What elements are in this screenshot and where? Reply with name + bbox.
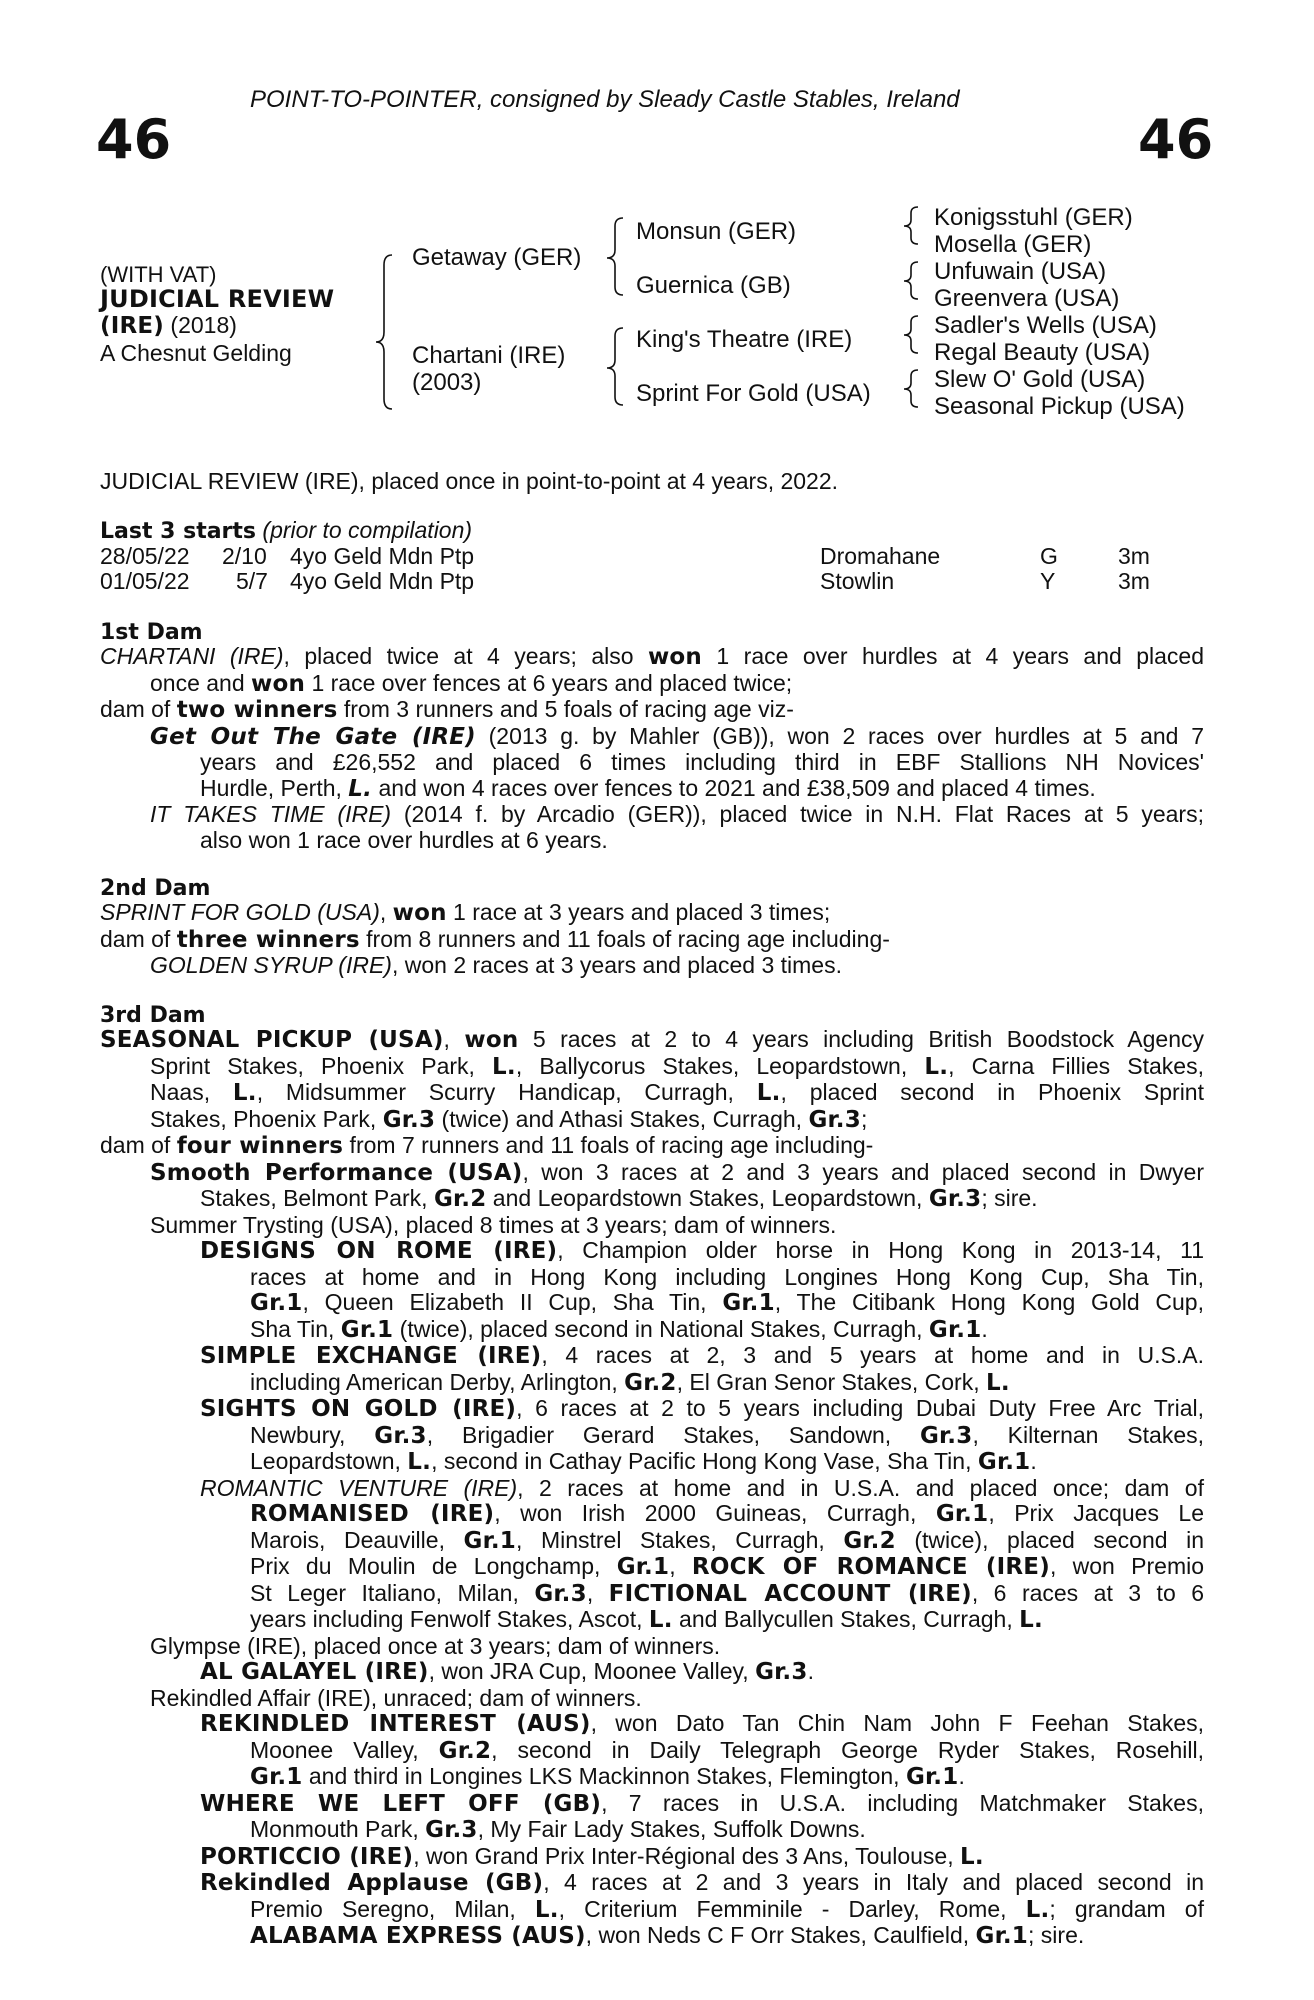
start-course: Dromahane — [820, 543, 941, 569]
dam3-line: SEASONAL PICKUP (USA), won 5 races at 2 to 4 years including British Boodstock Agency — [100, 1026, 1205, 1053]
start-distance: 3m — [1118, 543, 1150, 569]
dam1-line: years and £26,552 and placed 6 times including third in EBF Stallions NH Novices' — [200, 749, 1204, 775]
dam3-line: Marois, Deauville, Gr.1, Minstrel Stakes, Curragh, Gr.2 (twice), placed second in — [250, 1526, 1204, 1554]
dam3-line: Glympse (IRE), placed once at 3 years; dam of winners. — [150, 1632, 721, 1659]
dam3-line: Summer Trysting (USA), placed 8 times at 3 years; dam of winners. — [150, 1211, 837, 1238]
start-race: 4yo Geld Mdn Ptp — [290, 568, 475, 594]
dam3-line: ALABAMA EXPRESS (AUS), won Neds C F Orr Stakes, Caulfield, Gr.1; sire. — [250, 1922, 1085, 1949]
dam3-text — [100, 1027, 1204, 1950]
start-course: Stowlin — [820, 568, 895, 594]
brace-sire — [607, 218, 623, 295]
lot-number-right: 46 — [1138, 108, 1214, 171]
dam1-line: CHARTANI (IRE), placed twice at 4 years; also won 1 race over hurdles at 4 years and placed — [100, 643, 1204, 670]
dam3-line: Rekindled Applause (GB), 4 races at 2 and 3 years in Italy and placed second in — [200, 1869, 1204, 1896]
pedigree-great-7: Slew O' Gold (USA) — [934, 366, 1146, 393]
start-going: G — [1040, 543, 1058, 569]
dam3-line: St Leger Italiano, Milan, Gr.3, FICTIONAL ACCOUNT (IRE), 6 races at 3 to 6 — [250, 1579, 1204, 1607]
dam3-line: PORTICCIO (IRE), won Grand Prix Inter-Régional des 3 Ans, Toulouse, L. — [200, 1842, 984, 1870]
pedigree-grandsire-2: King's Theatre (IRE) — [636, 326, 853, 353]
horse-name: JUDICIAL REVIEW — [100, 285, 335, 313]
dam3-line: REKINDLED INTEREST (AUS), won Dato Tan Chin Nam John F Feehan Stakes, — [200, 1710, 1204, 1737]
pedigree-dam-year: (2003) — [412, 369, 482, 396]
pedigree-great-4: Greenvera (USA) — [934, 285, 1120, 312]
dam3-line: ROMANTIC VENTURE (IRE), 2 races at home and in U.S.A. and placed once; dam of — [200, 1474, 1204, 1501]
vat-label: (WITH VAT) — [100, 262, 217, 287]
dam3-line: Naas, L., Midsummer Scurry Handicap, Curragh, L., placed second in Phoenix Sprint — [150, 1079, 1204, 1106]
dam3-heading: 3rd Dam — [100, 1003, 206, 1028]
dam2-line: GOLDEN SYRUP (IRE), won 2 races at 3 years and placed 3 times. — [150, 952, 842, 978]
dam3-line: Gr.1 and third in Longines LKS Mackinnon Stakes, Flemington, Gr.1. — [250, 1763, 965, 1790]
horse-description: A Chesnut Gelding — [100, 340, 292, 366]
pedigree-sire: Getaway (GER) — [412, 244, 582, 271]
dam3-line: Monmouth Park, Gr.3, My Fair Lady Stakes, Suffolk Downs. — [250, 1816, 866, 1843]
dam3-line: SIGHTS ON GOLD (IRE), 6 races at 2 to 5 years including Dubai Duty Free Arc Trial, — [200, 1395, 1204, 1422]
horse-year: (2018) — [164, 312, 237, 338]
pedigree-great-5: Sadler's Wells (USA) — [934, 312, 1157, 339]
brace-g4 — [904, 370, 918, 407]
dam1-line: once and won 1 race over fences at 6 years and placed twice; — [150, 669, 793, 697]
pedigree-great-2: Mosella (GER) — [934, 231, 1092, 258]
dam3-line: Premio Seregno, Milan, L., Criterium Femminile - Darley, Rome, L.; grandam of — [250, 1895, 1204, 1923]
page-title: POINT-TO-POINTER, consigned by Sleady Castle Stables, Ireland — [250, 86, 960, 113]
start-position: 5/7 — [236, 568, 268, 594]
dam3-line: Stakes, Phoenix Park, Gr.3 (twice) and Athasi Stakes, Curragh, Gr.3; — [150, 1105, 868, 1133]
dam3-line: Moonee Valley, Gr.2, second in Daily Telegraph George Ryder Stakes, Rosehill, — [250, 1736, 1204, 1764]
pedigree-dam: Chartani (IRE) — [412, 342, 566, 369]
dam3-line: Sha Tin, Gr.1 (twice), placed second in National Stakes, Curragh, Gr.1. — [250, 1315, 988, 1343]
dam1-line: also won 1 race over hurdles at 6 years. — [200, 826, 608, 853]
dam3-line: Rekindled Affair (IRE), unraced; dam of winners. — [150, 1684, 642, 1711]
start-date: 01/05/22 — [100, 568, 190, 594]
dam1-line: Hurdle, Perth, L. and won 4 races over fences to 2021 and £38,509 and placed 4 times. — [200, 774, 1096, 802]
pedigree-granddam-2: Sprint For Gold (USA) — [636, 380, 871, 407]
dam3-line: Gr.1, Queen Elizabeth II Cup, Sha Tin, Gr.1, The Citibank Hong Kong Gold Cup, — [250, 1289, 1204, 1316]
starts-heading — [100, 517, 472, 544]
dam3-line: SIMPLE EXCHANGE (IRE), 4 races at 2, 3 and 5 years at home and in U.S.A. — [200, 1342, 1204, 1369]
dam2-heading: 2nd Dam — [100, 876, 211, 901]
dam3-line: Stakes, Belmont Park, Gr.2 and Leopardstown Stakes, Leopardstown, Gr.3; sire. — [200, 1185, 1038, 1212]
horse-country: (IRE) — [100, 313, 165, 339]
dam1-text — [100, 644, 1204, 853]
starts-heading-label: Last 3 starts — [100, 519, 257, 544]
dam2-line: dam of three winners from 8 runners and 11 foals of racing age including- — [100, 925, 890, 953]
dam3-line: AL GALAYEL (IRE), won JRA Cup, Moonee Valley, Gr.3. — [200, 1658, 814, 1685]
pedigree-granddam-1: Guernica (GB) — [636, 272, 791, 299]
dam1-line: Get Out The Gate (IRE) (2013 g. by Mahler (GB)), won 2 races over hurdles at 5 and 7 — [150, 722, 1204, 750]
pedigree-grandsire-1: Monsun (GER) — [636, 218, 797, 245]
dam3-line: Newbury, Gr.3, Brigadier Gerard Stakes, Sandown, Gr.3, Kilternan Stakes, — [250, 1421, 1204, 1449]
brace-dam — [607, 328, 623, 405]
lot-number-left: 46 — [96, 108, 172, 171]
dam3-line: races at home and in Hong Kong including Longines Hong Kong Cup, Sha Tin, — [250, 1263, 1204, 1290]
brace-g3 — [904, 316, 918, 353]
start-distance: 3m — [1118, 568, 1150, 594]
dam2-text — [100, 900, 1204, 979]
brace-g1 — [904, 207, 918, 244]
start-position: 2/10 — [222, 543, 267, 569]
pedigree-great-8: Seasonal Pickup (USA) — [934, 393, 1185, 420]
dam3-line: Leopardstown, L., second in Cathay Pacific Hong Kong Vase, Sha Tin, Gr.1. — [250, 1448, 1037, 1475]
dam3-line: WHERE WE LEFT OFF (GB), 7 races in U.S.A. including Matchmaker Stakes, — [200, 1789, 1204, 1817]
dam3-line: years including Fenwolf Stakes, Ascot, L. and Ballycullen Stakes, Curragh, L. — [250, 1606, 1043, 1633]
start-date: 28/05/22 — [100, 543, 190, 569]
brace-g2 — [904, 262, 918, 299]
dam3-line: Prix du Moulin de Longchamp, Gr.1, ROCK OF ROMANCE (IRE), won Premio — [250, 1553, 1205, 1580]
dam3-line: DESIGNS ON ROME (IRE), Champion older horse in Hong Kong in 2013-14, 11 — [200, 1237, 1204, 1264]
dam1-line: dam of two winners from 3 runners and 5 foals of racing age viz- — [100, 696, 794, 723]
dam3-line: including American Derby, Arlington, Gr.2, El Gran Senor Stakes, Cork, L. — [250, 1368, 1010, 1396]
dam3-line: Smooth Performance (USA), won 3 races at 2 and 3 years and placed second in Dwyer — [150, 1158, 1204, 1186]
starts-subheading: (prior to compilation) — [256, 517, 473, 543]
dam3-line: dam of four winners from 7 runners and 11 foals of racing age including- — [100, 1132, 874, 1159]
brace-sire-dam — [376, 255, 392, 409]
start-race: 4yo Geld Mdn Ptp — [290, 543, 475, 569]
dam2-line: SPRINT FOR GOLD (USA), won 1 race at 3 years and placed 3 times; — [100, 899, 831, 926]
start-going: Y — [1040, 568, 1056, 594]
dam1-heading: 1st Dam — [100, 620, 203, 645]
dam3-line: Sprint Stakes, Phoenix Park, L., Ballycorus Stakes, Leopardstown, L., Carna Fillies Stakes, — [150, 1052, 1204, 1080]
dam1-line: IT TAKES TIME (IRE) (2014 f. by Arcadio (GER)), placed twice in N.H. Flat Races at 5 years; — [150, 801, 1204, 827]
pedigree-great-3: Unfuwain (USA) — [934, 258, 1107, 285]
pedigree-great-6: Regal Beauty (USA) — [934, 339, 1151, 366]
pedigree-great-1: Konigsstuhl (GER) — [934, 204, 1133, 231]
dam3-line: ROMANISED (IRE), won Irish 2000 Guineas, Curragh, Gr.1, Prix Jacques Le — [250, 1500, 1205, 1527]
racing-summary: JUDICIAL REVIEW (IRE), placed once in point-to-point at 4 years, 2022. — [100, 468, 839, 494]
